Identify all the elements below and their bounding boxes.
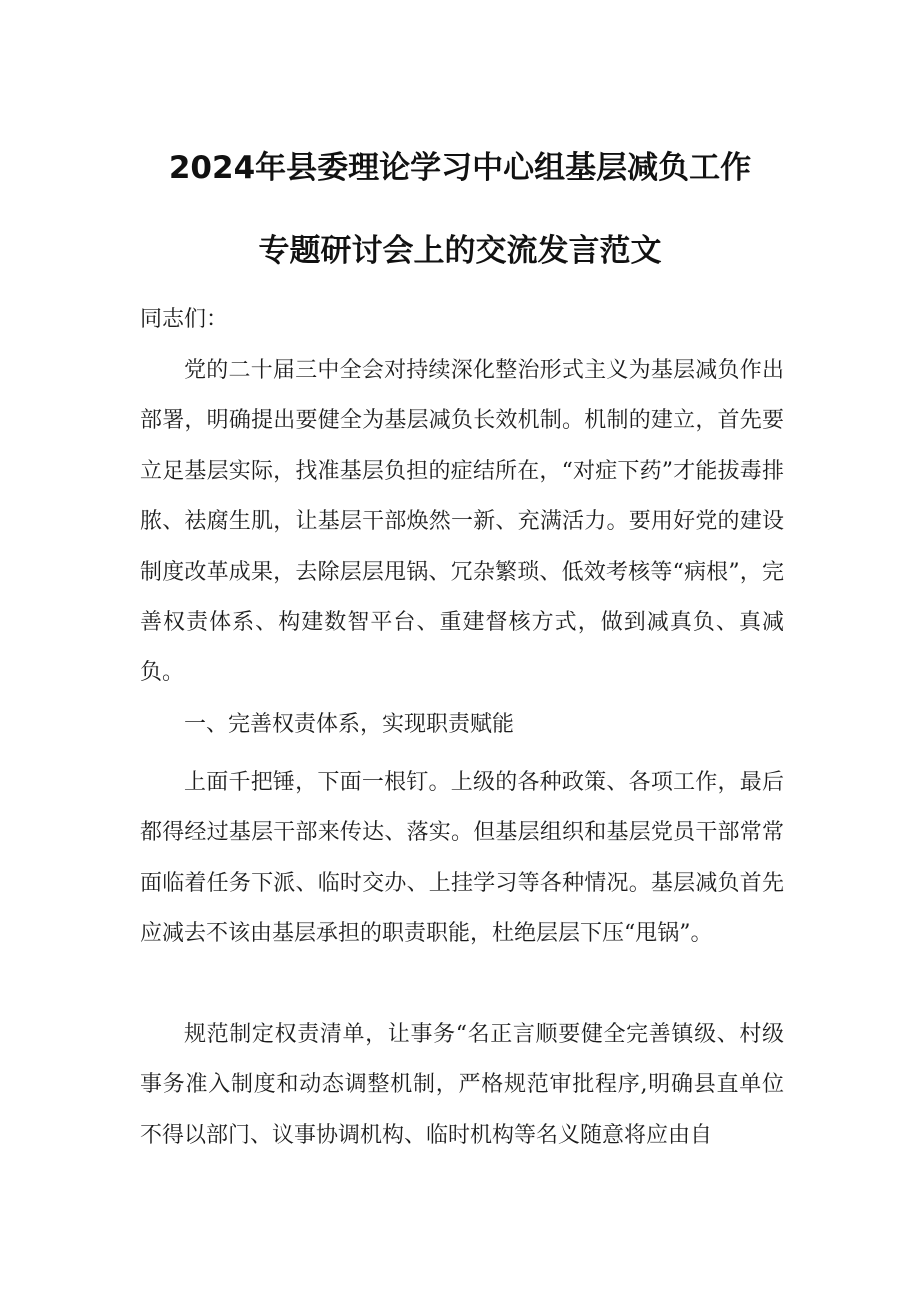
salutation: 同志们： <box>140 307 229 332</box>
document-title-line-1: 2024年县委理论学习中心组基层减负工作 <box>168 150 752 186</box>
paragraph-responsibility-list: 规范制定权责清单，让事务“名正言顺要健全完善镇级、村级事务准入制度和动态调整机制，严格规范审批程序,明确县直单位不得以部门、议事协调机构、临时机构等名义随意将应由自 <box>140 1022 784 1148</box>
section-heading-1: 一、完善权责体系，实现职责赋能 <box>184 712 515 737</box>
paragraph-intro: 党的二十届三中全会对持续深化整治形式主义为基层减负作出部署，明确提出要健全为基层减负长效机制。机制的建立，首先要立足基层实际，找准基层负担的症结所在，“对症下药”才能拔毒排脓、祛腐生肌，让基层干部焕然一新、充满活力。要用好党的建设制度改革成果，去除层层甩锅、冗杂繁琐、低效考核等“病根”，完善权责体系、构建数智平台、重建督核方式，做到减真负、真减负。 <box>140 358 784 686</box>
document-title-line-2: 专题研讨会上的交流发言范文 <box>258 233 662 269</box>
paragraph-section-1: 上面千把锤，下面一根钉。上级的各种政策、各项工作，最后都得经过基层干部来传达、落实。但基层组织和基层党员干部常常面临着任务下派、临时交办、上挂学习等各种情况。基层减负首先应减去不该由基层承担的职责职能，杜绝层层下压“甩锅”。 <box>140 770 784 947</box>
